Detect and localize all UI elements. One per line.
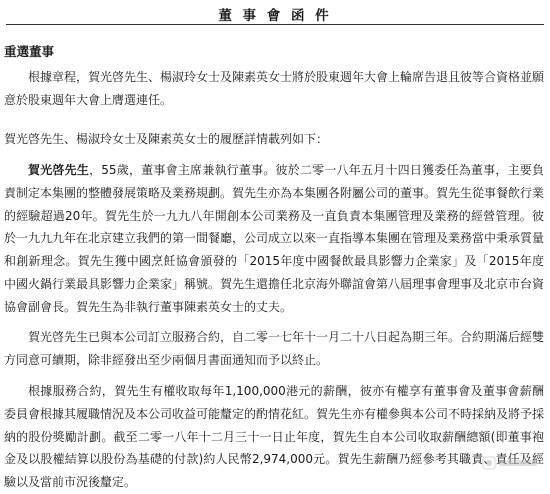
title-divider (6, 24, 544, 25)
paragraph-rotation: 根據章程，賀光啓先生、楊淑玲女士及陳素英女士將於股東週年大會上輪席告退且彼等合資格並願意於股東週年大會上膺選連任。 (4, 70, 545, 107)
paragraph-intro: 賀光啓先生、楊淑玲女士及陳素英女士的履歷詳情載列如下： (4, 132, 329, 146)
paragraph-service-contract: 賀光啓先生已與本公司訂立服務合約，自二零一七年十一月二十八日起為期三年。合約期滿后經雙方同意可續期，除非經發出至少兩個月書面通知而予以終止。 (4, 330, 545, 367)
watermark-logo (482, 455, 540, 471)
paragraph-biography (4, 159, 544, 319)
director-name: 賀光啓先生 (28, 163, 90, 177)
page-title: 董 事 會 函 件 (218, 8, 332, 24)
biography-text: ，55歲，董事會主席兼執行董事。彼於二零一八年五月十四日獲委任為董事，主要負責制定本集團的整體發展策略及業務規劃。賀先生亦為本集團各附屬公司的董事。賀先生從事餐飲行業的經驗超過20年。賀先生於一九九八年開創本公司業務及一直負責本集團管理及業務的經營管理。彼於一九九九年在北京建立我們的第一間餐廳，公司成立以來一直指導本集團在管理及業務當中秉承質量和創新理念。賀先生獲中國烹飪協會頒發的「2015年度中國餐飲最具影響力企業家」及「2015年度中國火鍋行業最具影響力企業家」稱號。賀先生還擔任北京海外聯誼會第八屆理事會理事及北京市台資協會副會長。賀先生為非執行董事陳素英女士的丈夫。 (4, 163, 545, 314)
paragraph-remuneration: 根據服務合約，賀先生有權收取每年1,100,000港元的薪酬，彼亦有權享有董事會及董事會薪酬委員會根據其履職情況及本公司收益可能釐定的酌情花紅。賀先生亦有權參與本公司不時採納及將予採納的股份獎勵計劃。截至二零一八年十二月三十一日止年度，賀先生自本公司收取薪酬總額(即董事袍金及以股權結算以股份為基礎的付款)約人民幣2,974,000元。賀先生薪酬乃經參考其職責、責任及經驗以及當前市況後釐定。 (4, 384, 545, 490)
section-heading: 重選董事 (4, 44, 55, 59)
